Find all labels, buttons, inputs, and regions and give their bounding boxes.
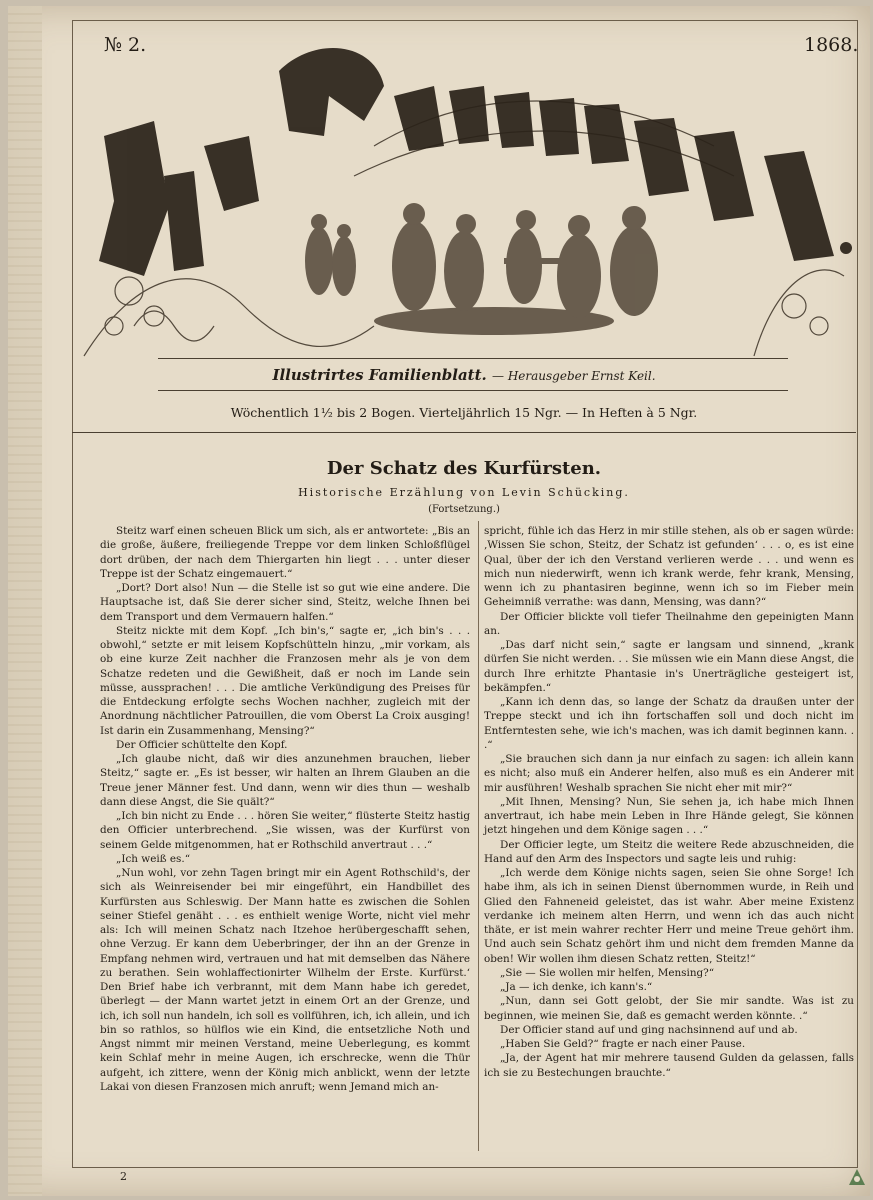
paragraph: „Ich bin nicht zu Ende . . . hören Sie weiter,“ flüsterte Steitz hastig den Officier unterbrechend. „Sie wissen, was der Kurfürst von seinem Gelde mitgenommen, hat er Rothschild anvertraut . . .“ bbox=[100, 810, 470, 851]
paragraph: „Mit Ihnen, Mensing? Nun, Sie sehen ja, ich habe mich Ihnen anvertraut, ich habe mein Leben in Ihre Hände gelegt, Sie können jetzt hingehen und dem Könige sagen . . .“ bbox=[484, 795, 854, 837]
paragraph: spricht, fühle ich das Herz in mir stille stehen, als ob er sagen würde: ‚Wissen Sie schon, Steitz, der Schatz ist gefunden‘ . . . o, es ist eine Qual, über der ich den Verstand verlieren werde . . . und wenn es mich nun niederwirft, wenn ich krank werde, fehr krank, Mensing, wenn ich zu phantasiren beginne, wenn ich so im Fieber mein Geheimniß verrathe: was dann, Mensing, was dann?“ bbox=[484, 525, 854, 609]
paragraph: „Das darf nicht sein,“ sagte er langsam und sinnend, „krank dürfen Sie nicht werden. . . Sie müssen wie ein Mann diese Angst, die durch Ihre erhitzte Phantasie in's Unerträgliche gesteigert ist, bekämpfen.“ bbox=[484, 639, 854, 694]
paragraph: Der Officier stand auf und ging nachsinnend auf und ab. bbox=[500, 1023, 798, 1036]
paragraph: „Ich glaube nicht, daß wir dies anzunehmen brauchen, lieber Steitz,“ sagte er. „Es ist besser, wir halten an Ihrem Glauben an die Treue jener Männer fest. Und dann, wenn wir dies thun — weshalb dann diese Angst, die Sie quält?“ bbox=[100, 753, 470, 808]
paragraph: „Kann ich denn das, so lange der Schatz da draußen unter der Treppe steckt und ich ihn fortschaffen soll und doch nicht im Entferntesten sehe, wie ich's machen, was ich damit beginnen kann. . .“ bbox=[484, 696, 854, 751]
column-divider bbox=[478, 521, 479, 1151]
editor-credit: — Herausgeber Ernst Keil. bbox=[492, 369, 656, 383]
paragraph: „Ja, der Agent hat mir mehrere tausend Gulden da gelassen, falls ich sie zu Bestechungen brauchte.“ bbox=[484, 1052, 854, 1079]
subscription-terms: Wöchentlich 1½ bis 2 Bogen. Vierteljährlich 15 Ngr. — In Heften à 5 Ngr. bbox=[230, 405, 698, 420]
paragraph: Steitz warf einen scheuen Blick um sich, als er antwortete: „Bis an die große, äußere, freiliegende Treppe vor dem linken Schloßflügel dort drüben, der nach dem Thiergarten hin liegt . . . unter dieser Treppe ist der Schatz eingemauert.“ bbox=[100, 525, 470, 580]
page-number: 2 bbox=[120, 1170, 127, 1183]
article-continuation: (Fortsetzung.) bbox=[428, 504, 500, 515]
text-column-left bbox=[100, 524, 470, 1094]
newspaper-page bbox=[8, 6, 870, 1196]
paragraph: „Nun, dann sei Gott gelobt, der Sie mir sandte. Was ist zu beginnen, wie meinen Sie, daß es gemacht werden könnte. .“ bbox=[484, 995, 854, 1022]
paragraph: Steitz nickte mit dem Kopf. „Ich bin's,“ sagte er, „ich bin's . . . obwohl,“ setzte er mit leisem Kopfschütteln hinzu, „mir vorkam, als ob eine kurze Zeit nachher die Franzosen mehr als je von dem Schatze redeten und die Gewißheit, daß er noch im Lande sein müsse, aussprachen! . . . Die amtliche Verkündigung des Preises für die Entdeckung erfolgte sechs Wochen nachher, zugleich mit der Anordnung nächtlicher Patrouillen, die vom Oberst La Croix ausging! Ist darin ein Zusammenhang, Mensing?“ bbox=[100, 624, 470, 737]
masthead-subtitle bbox=[72, 366, 856, 384]
rule-top bbox=[158, 358, 788, 359]
paragraph: Der Officier schüttelte den Kopf. bbox=[116, 738, 288, 751]
rule-mid bbox=[158, 390, 788, 391]
paragraph: Der Officier blickte voll tiefer Theilnahme den gepeinigten Mann an. bbox=[484, 610, 854, 637]
library-stamp-icon bbox=[846, 1166, 868, 1188]
article-title: Der Schatz des Kurfürsten. bbox=[326, 458, 602, 479]
publication-year: 1868. bbox=[804, 34, 859, 56]
paragraph: „Sie brauchen sich dann ja nur einfach zu sagen: ich allein kann es nicht; also muß ein Anderer helfen, also muß es ein Anderer mit mir ausführen! Weshalb sprachen Sie nicht eher mit mir?“ bbox=[484, 753, 854, 794]
text-column-right bbox=[484, 524, 854, 1080]
paragraph: „Haben Sie Geld?“ fragte er nach einer Pause. bbox=[500, 1038, 746, 1050]
binding-edge bbox=[8, 6, 42, 1196]
paragraph: „Nun wohl, vor zehn Tagen bringt mir ein Agent Rothschild's, der sich als Weinreisender bei mir eingeführt, ein Handbillet des Kurfürsten aus Schleswig. Der Mann hatte es zwischen die Sohlen seiner Stiefel genäht . . . es enthielt wenige Worte, nicht viel mehr als: Ich will meinen Schatz nach Itzehoe herübergeschafft sehen, ohne Verzug. Er kann dem Ueberbringer, der ihn an der Grenze in Empfang nehmen wird, vertrauen und hat mit demselben das Nähere zu berathen. Sein wohlaffectionirter Wilhelm der Erste. Kurfürst.‘ Den Brief habe ich verbrannt, mit dem Mann habe ich geredet, überlegt — der Mann wartet jetzt in einem Ort an der Grenze, und ich, ich soll nun handeln, ich soll es vollführen, ich, ich allein, und ich bin so rathlos, so hülflos wie ein Kind, die entsetzliche Noth und Angst nimmt mir meinen Verstand, meine Ueberlegung, es kommt kein Schlaf mehr in meine Augen, ich erschrecke, wenn die Thür aufgeht, ich zittere, wenn der König mich anblickt, wenn der letzte Lakai von diesen Franzosen mich anruft; wenn Jemand mich an- bbox=[100, 867, 470, 1093]
issue-number: № 2. bbox=[104, 34, 147, 56]
article-subtitle: Historische Erzählung von Levin Schücking. bbox=[298, 486, 630, 499]
paragraph: „Ja — ich denke, ich kann's.“ bbox=[500, 981, 653, 993]
subtitle-text: Illustrirtes Familienblatt. bbox=[272, 366, 487, 384]
paragraph: „Sie — Sie wollen mir helfen, Mensing?“ bbox=[500, 966, 715, 979]
paragraph: „Ich werde dem Könige nichts sagen, seien Sie ohne Sorge! Ich habe ihm, als ich in seinen Dienst übernommen wurde, in Reih und Glied den Fahneneid geleistet, das ist wahr. Aber meine Existenz verdanke ich meinem alten Herrn, und wenn ich das auch nicht thäte, er ist mein wahrer rechter Herr und meine Treue gehört ihm. Und auch sein Schatz gehört ihm und nicht dem fremden Manne da oben! Wir wollen ihm diesen Schatz retten, Steitz!“ bbox=[484, 867, 854, 965]
masthead-illustration bbox=[74, 26, 859, 371]
paragraph: „Ich weiß es.“ bbox=[116, 852, 191, 865]
paragraph: „Dort? Dort also! Nun — die Stelle ist so gut wie eine andere. Die Hauptsache ist, daß Sie derer sicher sind, Steitz, welche Ihnen bei dem Transport und dem Vermauern halfen.“ bbox=[100, 582, 470, 623]
rule-bottom bbox=[72, 432, 856, 433]
paragraph: Der Officier legte, um Steitz die weitere Rede abzuschneiden, die Hand auf den Arm des Inspectors und sagte leis und ruhig: bbox=[484, 838, 854, 865]
